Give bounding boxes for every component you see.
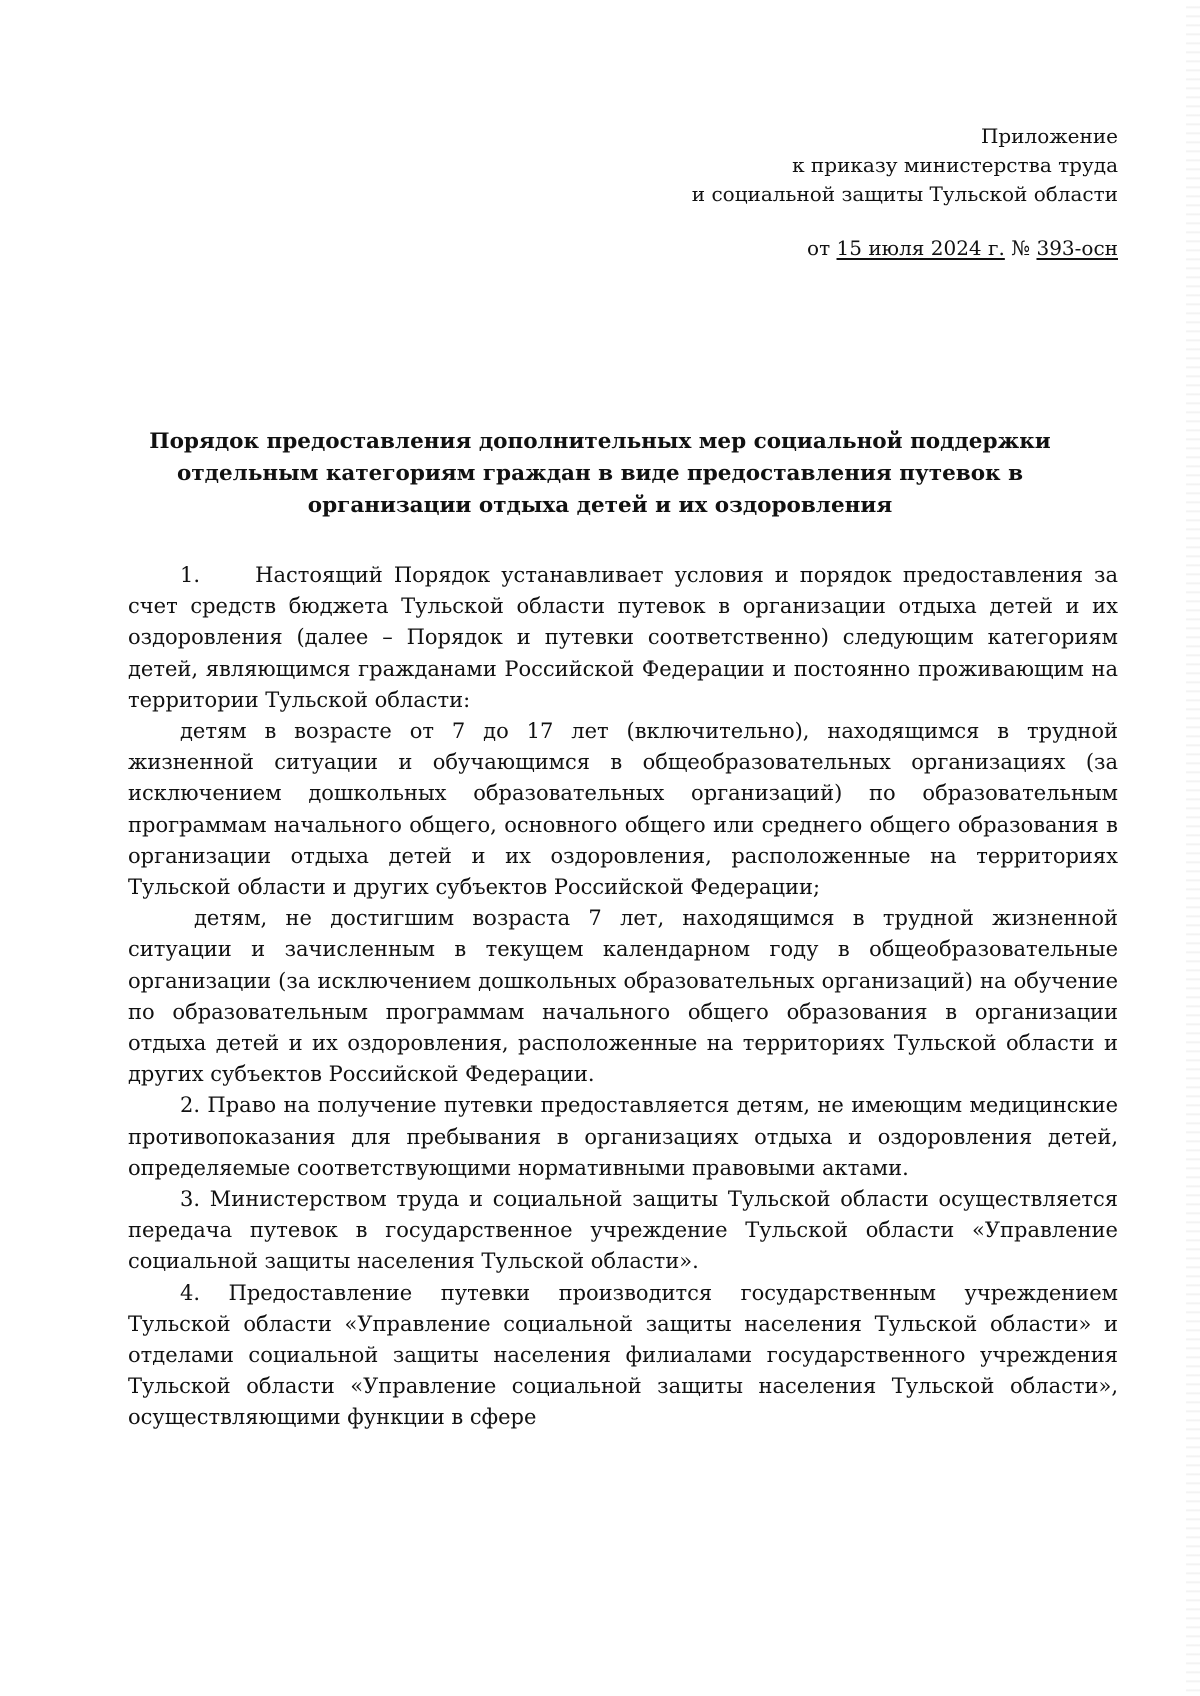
- title-line-1: Порядок предоставления дополнительных мер социальной поддержки: [149, 429, 1051, 454]
- document-title: [128, 426, 1072, 522]
- title-line-2: отдельным категориям граждан в виде предоставления путевок в: [176, 461, 1024, 486]
- paragraph-2: детям в возрасте от 7 до 17 лет (включительно), находящимся в трудной жизненной ситуации и обучающимся в общеобразовательных организациях (за исключением дошкольных образовательных организаций) по образовательным программам начального общего, основного общего или среднего общего образования в организации отдыха детей и их оздоровления, расположенные на территориях Тульской области и других субъектов Российской Федерации;: [128, 719, 1118, 900]
- document-body: [128, 560, 1125, 1434]
- title-line-3: организации отдыха детей и их оздоровления: [307, 493, 893, 518]
- appendix-line-1: Приложение: [980, 124, 1118, 148]
- order-reference: [807, 234, 1118, 263]
- scan-edge-noise: [1186, 0, 1200, 1696]
- appendix-header: [692, 122, 1118, 209]
- paragraph-4: 2. Право на получение путевки предоставляется детям, не имеющим медицинские противопоказания для пребывания в организациях отдыха и оздоровления детей, определяемые соответствующими нормативными правовыми актами.: [128, 1093, 1118, 1180]
- paragraph-1: 1. Настоящий Порядок устанавливает условия и порядок предоставления за счет средств бюджета Тульской области путевок в организации отдыха детей и их оздоровления (далее – Порядок и путевки соответственно) следующим категориям детей, являющимся гражданами Российской Федерации и постоянно проживающим на территории Тульской области:: [128, 563, 1125, 712]
- paragraph-3: детям, не достигшим возраста 7 лет, находящимся в трудной жизненной ситуации и зачисленным в текущем календарном году в общеобразовательные организации (за исключением дошкольных образовательных организаций) на обучение по образовательным программам начального общего образования в организации отдыха детей и их оздоровления, расположенные на территориях Тульской области и других субъектов Российской Федерации.: [128, 906, 1118, 1087]
- order-number: 393-осн: [1036, 236, 1118, 260]
- appendix-line-3: и социальной защиты Тульской области: [691, 182, 1118, 206]
- order-date: 15 июля 2024 г.: [836, 236, 1005, 260]
- paragraph-6: 4. Предоставление путевки производится государственным учреждением Тульской области «Управление социальной защиты населения Тульской области» и отделами социальной защиты населения филиалами государственного учреждения Тульской области «Управление социальной защиты населения Тульской области», осуществляющими функции в сфере: [128, 1280, 1118, 1430]
- paragraph-5: 3. Министерством труда и социальной защиты Тульской области осуществляется передача путевок в государственное учреждение Тульской области «Управление социальной защиты населения Тульской области».: [128, 1187, 1118, 1274]
- order-number-sign: №: [1004, 236, 1037, 260]
- order-prefix: от: [807, 236, 837, 260]
- appendix-line-2: к приказу министерства труда: [792, 153, 1118, 177]
